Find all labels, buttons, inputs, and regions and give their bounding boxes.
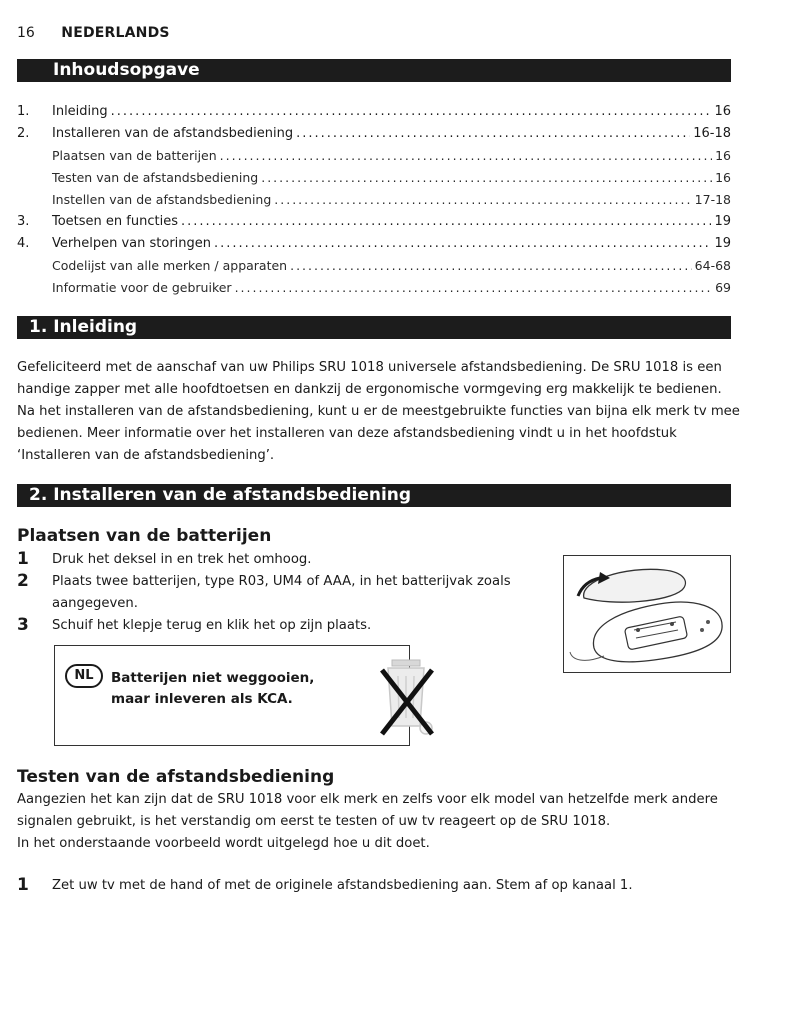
toc-subentry bbox=[17, 170, 731, 190]
step-number: 1 bbox=[17, 875, 29, 895]
toc-entry bbox=[17, 126, 731, 146]
toc-entry bbox=[17, 236, 731, 256]
remote-drawing bbox=[564, 556, 730, 672]
toc-entry-label: Plaatsen van de batterijen bbox=[52, 148, 217, 163]
toc-leader bbox=[214, 236, 711, 251]
toc-entry-label: Instellen van de afstandsbediening bbox=[52, 192, 272, 207]
toc-subentry bbox=[17, 280, 731, 300]
toc-entry-page: 64-68 bbox=[694, 258, 731, 273]
testing-paragraph bbox=[17, 789, 737, 855]
toc-entry-label: Codelijst van alle merken / apparaten bbox=[52, 258, 288, 273]
step-text: aangegeven. bbox=[52, 596, 138, 611]
toc-entry-page: 69 bbox=[715, 280, 731, 295]
subsection-heading: Testen van de afstandsbediening bbox=[17, 767, 335, 787]
step-number: 3 bbox=[17, 615, 29, 635]
toc-subentry bbox=[17, 192, 731, 212]
section-title: 1. Inleiding bbox=[29, 317, 138, 337]
paragraph-line: In het onderstaande voorbeeld wordt uitgelegd hoe u dit doet. bbox=[17, 836, 430, 851]
toc-entry-label: Verhelpen van storingen bbox=[52, 236, 212, 251]
toc-entry-number: 4. bbox=[17, 236, 30, 251]
step-text: Plaats twee batterijen, type R03, UM4 of AAA, in het batterijvak zoals bbox=[52, 574, 511, 589]
toc-entry bbox=[17, 104, 731, 124]
toc-leader bbox=[261, 170, 712, 185]
toc-entry-label: Installeren van de afstandsbediening bbox=[52, 126, 294, 141]
language-label: NEDERLANDS bbox=[61, 25, 170, 41]
toc-leader bbox=[111, 104, 712, 119]
nl-badge: NL bbox=[65, 664, 103, 688]
paragraph-line: Aangezien het kan zijn dat de SRU 1018 voor elk merk en zelfs voor elk model van hetzelfde merk andere bbox=[17, 792, 718, 807]
toc-entry-label: Toetsen en functies bbox=[52, 214, 178, 229]
toc-entry-page: 16-18 bbox=[693, 126, 731, 141]
toc-entry-page: 17-18 bbox=[694, 192, 731, 207]
toc-title: Inhoudsopgave bbox=[53, 60, 200, 80]
step-number: 1 bbox=[17, 549, 29, 569]
toc-entry bbox=[17, 214, 731, 234]
remote-battery-illustration bbox=[563, 555, 731, 673]
paragraph-line: signalen gebruikt, is het verstandig om eerst te testen of uw tv reageert op de SRU 1018. bbox=[17, 814, 611, 829]
section-title: 2. Installeren van de afstandsbediening bbox=[29, 485, 412, 505]
toc-entry-label: Testen van de afstandsbediening bbox=[52, 170, 259, 185]
step-text: Schuif het klepje terug en klik het op zijn plaats. bbox=[52, 618, 372, 633]
disposal-line: Batterijen niet weggooien, bbox=[111, 670, 315, 686]
paragraph-line: Gefeliciteerd met de aanschaf van uw Philips SRU 1018 universele afstandsbediening. De SRU 1018 is een bbox=[17, 360, 722, 375]
battery-disposal-notice bbox=[54, 645, 410, 746]
toc-leader bbox=[181, 214, 711, 229]
paragraph-line: ‘Installeren van de afstandsbediening’. bbox=[17, 448, 275, 463]
toc-entry-page: 19 bbox=[714, 214, 731, 229]
toc-entry-number: 2. bbox=[17, 126, 30, 141]
toc-leader bbox=[290, 258, 692, 273]
toc-leader bbox=[220, 148, 712, 163]
page-number: 16 bbox=[17, 25, 35, 41]
toc-entry-label: Inleiding bbox=[52, 104, 108, 119]
toc-entry-page: 16 bbox=[715, 148, 731, 163]
toc-leader bbox=[274, 192, 691, 207]
toc-entry-page: 19 bbox=[714, 236, 731, 251]
disposal-line: maar inleveren als KCA. bbox=[111, 691, 293, 707]
toc-entry-page: 16 bbox=[715, 170, 731, 185]
toc-entry-label: Informatie voor de gebruiker bbox=[52, 280, 232, 295]
toc-entry-number: 1. bbox=[17, 104, 30, 119]
paragraph-line: Na het installeren van de afstandsbediening, kunt u er de meestgebruikte functies van bijna elk merk tv mee bbox=[17, 404, 740, 419]
toc-subentry bbox=[17, 258, 731, 278]
crossed-bin-icon bbox=[378, 654, 438, 740]
toc-leader bbox=[235, 280, 713, 295]
toc-title-bar bbox=[17, 59, 731, 82]
step-number: 2 bbox=[17, 571, 29, 591]
step-text: Druk het deksel in en trek het omhoog. bbox=[52, 552, 312, 567]
paragraph-line: bedienen. Meer informatie over het installeren van deze afstandsbediening vindt u in het hoofdstuk bbox=[17, 426, 677, 441]
step-text: Zet uw tv met de hand of met de originele afstandsbediening aan. Stem af op kanaal 1. bbox=[52, 878, 633, 893]
toc-entry-page: 16 bbox=[714, 104, 731, 119]
section-title-bar bbox=[17, 316, 731, 339]
toc-leader bbox=[296, 126, 690, 141]
section-title-bar bbox=[17, 484, 731, 507]
paragraph-line: handige zapper met alle hoofdtoetsen en dankzij de ergonomische vormgeving erg makkelijk te bedienen. bbox=[17, 382, 722, 397]
subsection-heading: Plaatsen van de batterijen bbox=[17, 526, 272, 546]
toc-subentry bbox=[17, 148, 731, 168]
intro-paragraph bbox=[17, 357, 740, 467]
toc-entry-number: 3. bbox=[17, 214, 30, 229]
page-header bbox=[17, 25, 170, 41]
disposal-message bbox=[111, 668, 314, 710]
